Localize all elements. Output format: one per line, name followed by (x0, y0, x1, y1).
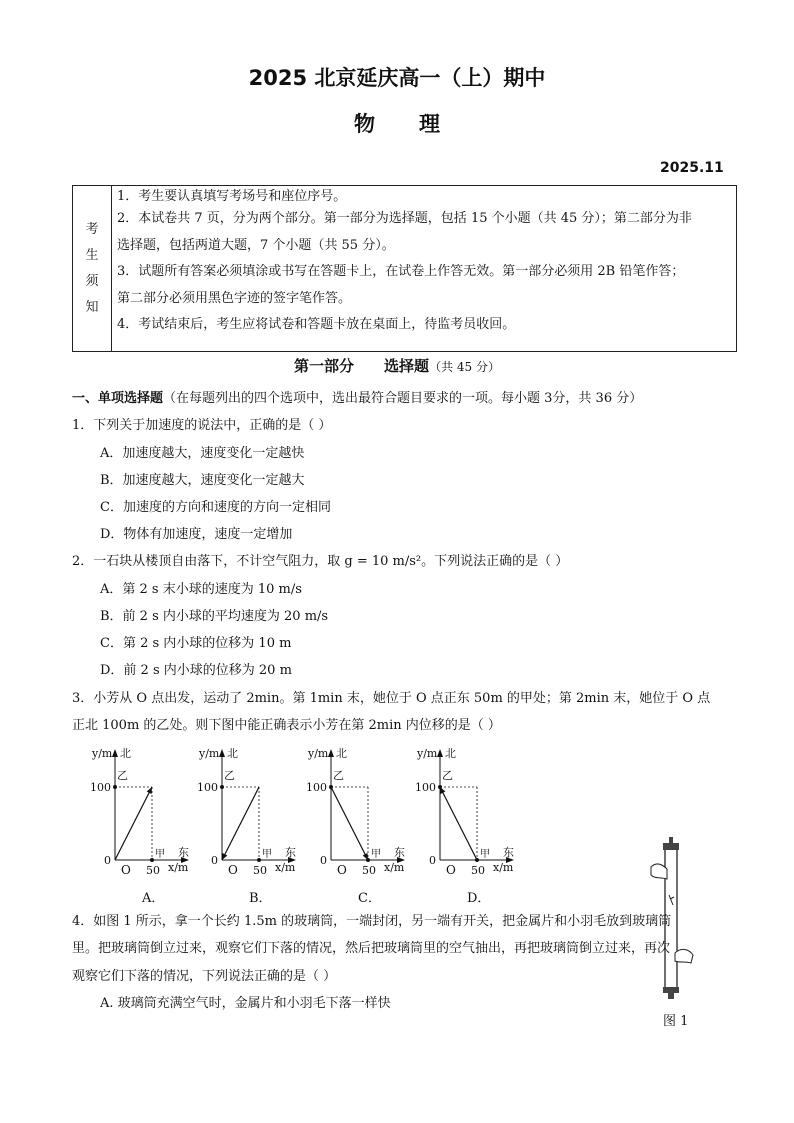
y-tick-label: 100 (415, 781, 436, 794)
point-yi-label: 乙 (333, 769, 344, 782)
q4-line3: 观察它们下落的情况，下列说法正确的是（ ） (72, 969, 337, 984)
displacement-arrow (115, 787, 152, 860)
exam-date: 2025.11 (660, 160, 724, 176)
q3-graph-d (415, 745, 525, 879)
y-tick-label: 100 (90, 781, 111, 794)
displacement-arrow (222, 787, 259, 860)
x-tick-label: 50 (471, 864, 485, 875)
y-tick-label: 100 (197, 781, 218, 794)
point-yi-label: 乙 (117, 769, 128, 782)
notice-item: 1．考生要认真填写考场号和座位序号。 (117, 189, 347, 204)
displacement-arrow (440, 787, 477, 860)
glass-tube-figure (645, 835, 700, 1015)
exam-title: 2025 北京延庆高一（上）期中 (248, 66, 546, 90)
zero-label: 0 (211, 854, 218, 867)
x-tick-label: 50 (146, 864, 160, 875)
q4-line2: 里。把玻璃筒倒立过来，观察它们下落的情况，然后把玻璃筒里的空气抽出，再把玻璃筒倒立过来，再次 (72, 941, 671, 956)
zero-label: 0 (320, 854, 327, 867)
q3-graph-c (306, 745, 416, 879)
y-axis-label: y/m (308, 747, 329, 760)
east-label: 东 (394, 846, 405, 859)
point-yi (113, 785, 117, 789)
point-jia-label: 甲 (155, 849, 165, 860)
north-label: 北 (227, 747, 238, 760)
instructions-text: （在每题列出的四个选项中，选出最符合题目要求的一项。每小题 3分，共 36 分） (163, 391, 643, 406)
point-jia (257, 858, 261, 862)
q1-stem: 1．下列关于加速度的说法中，正确的是（ ） (72, 418, 332, 433)
north-label: 北 (445, 747, 456, 760)
y-axis-label: y/m (92, 747, 113, 760)
y-axis-arrow (219, 749, 225, 757)
q1-option-a: A．加速度越大，速度变化一定越快 (100, 446, 305, 461)
notice-item: 选择题，包括两道大题，7 个小题（共 55 分）。 (117, 237, 395, 253)
q1-option-c: C．加速度的方向和速度的方向一定相同 (100, 500, 331, 515)
figure-caption: 图 1 (663, 1014, 689, 1029)
q2-option-c: C．第 2 s 内小球的位移为 10 m (100, 636, 292, 651)
x-tick-label: 50 (253, 864, 267, 875)
candidate-notice-box (72, 185, 737, 352)
x-axis-label: x/m (493, 861, 514, 874)
point-yi-label: 乙 (442, 769, 453, 782)
x-axis-label: x/m (168, 861, 189, 874)
point-yi (220, 785, 224, 789)
q3-option-label: D． (467, 891, 491, 906)
notice-item: 3．试题所有答案必须填涂或书写在答题卡上，在试卷上作答无效。第一部分必须用 2B 铅笔作答； (117, 264, 685, 279)
notice-item: 第二部分必须用黑色字迹的签字笔作答。 (117, 290, 352, 306)
zero-label: 0 (104, 854, 111, 867)
glass-tube-illustration (645, 835, 700, 1005)
x-axis-label: x/m (275, 861, 296, 874)
east-label: 东 (178, 846, 189, 859)
north-label: 北 (120, 747, 131, 760)
section-heading (0, 355, 794, 376)
instructions (72, 390, 642, 408)
q1-option-d: D．物体有加速度，速度一定增加 (100, 527, 293, 542)
q2-stem: 2．一石块从楼顶自由落下，不计空气阻力，取 g = 10 m/s²。下列说法正确的是（ ） (72, 554, 569, 569)
notice-items (117, 188, 731, 339)
point-yi-label: 乙 (224, 769, 235, 782)
q2-option-a: A．第 2 s 末小球的速度为 10 m/s (100, 582, 302, 597)
y-axis-label: y/m (199, 747, 220, 760)
displacement-arrow (331, 787, 368, 860)
q2-option-b: B．前 2 s 内小球的平均速度为 20 m/s (100, 609, 329, 624)
origin-label: O (228, 863, 238, 875)
q3-option-label: A． (142, 891, 165, 906)
notice-label-char: 考 (85, 221, 99, 237)
notice-item: 4．考试结束后，考生应将试卷和答题卡放在桌面上，待监考员收回。 (117, 317, 516, 332)
east-label: 东 (503, 846, 514, 859)
notice-label-char: 知 (85, 299, 99, 315)
q3-graph-b (197, 745, 307, 879)
point-jia-label: 甲 (262, 849, 272, 860)
exam-subject: 物理 (354, 112, 484, 136)
y-axis-arrow (328, 749, 334, 757)
point-jia-label: 甲 (480, 849, 490, 860)
zero-label: 0 (429, 854, 436, 867)
point-jia (150, 858, 154, 862)
q3-option-label: C． (358, 891, 381, 906)
q2-option-d: D．前 2 s 内小球的位移为 20 m (100, 663, 292, 678)
origin-label: O (121, 863, 131, 875)
notice-label (73, 186, 112, 351)
y-axis-label: y/m (417, 747, 438, 760)
q1-option-b: B．加速度越大，速度变化一定越大 (100, 473, 305, 488)
q4-option-a: A. 玻璃筒充满空气时，金属片和小羽毛下落一样快 (100, 996, 391, 1011)
x-tick-label: 50 (362, 864, 376, 875)
y-axis-arrow (437, 749, 443, 757)
origin-label: O (446, 863, 456, 875)
origin-label: O (337, 863, 347, 875)
notice-label-char: 生 (85, 247, 99, 263)
x-axis-label: x/m (384, 861, 405, 874)
instructions-heading: 一、单项选择题 (72, 391, 164, 406)
notice-item: 2．本试卷共 7 页，分为两个部分。第一部分为选择题，包括 15 个小题（共 45 分）；第二部分为非 (117, 211, 692, 226)
point-jia-label: 甲 (371, 849, 381, 860)
north-label: 北 (336, 747, 347, 760)
q3-stem-line1: 3．小芳从 O 点出发，运动了 2min。第 1min 末，她位于 O 点正东 50m 的甲处；第 2min 末，她位于 O 点 (72, 691, 711, 706)
q3-graph-a (90, 745, 200, 879)
east-label: 东 (285, 846, 296, 859)
section-name: 选择题 (384, 357, 430, 375)
q3-stem-line2: 正北 100m 的乙处。则下图中能正确表示小芳在第 2min 内位移的是（ ） (72, 718, 501, 733)
notice-label-char: 须 (85, 273, 99, 289)
q3-option-label: B． (249, 891, 272, 906)
y-tick-label: 100 (306, 781, 327, 794)
section-part: 第一部分 (294, 357, 355, 375)
q4-line1: 4．如图 1 所示，拿一个长约 1.5m 的玻璃筒，一端封闭，另一端有开关，把金属片和小羽毛放到玻璃筒 (72, 914, 672, 929)
y-axis-arrow (112, 749, 118, 757)
section-points: （共 45 分） (429, 360, 500, 374)
